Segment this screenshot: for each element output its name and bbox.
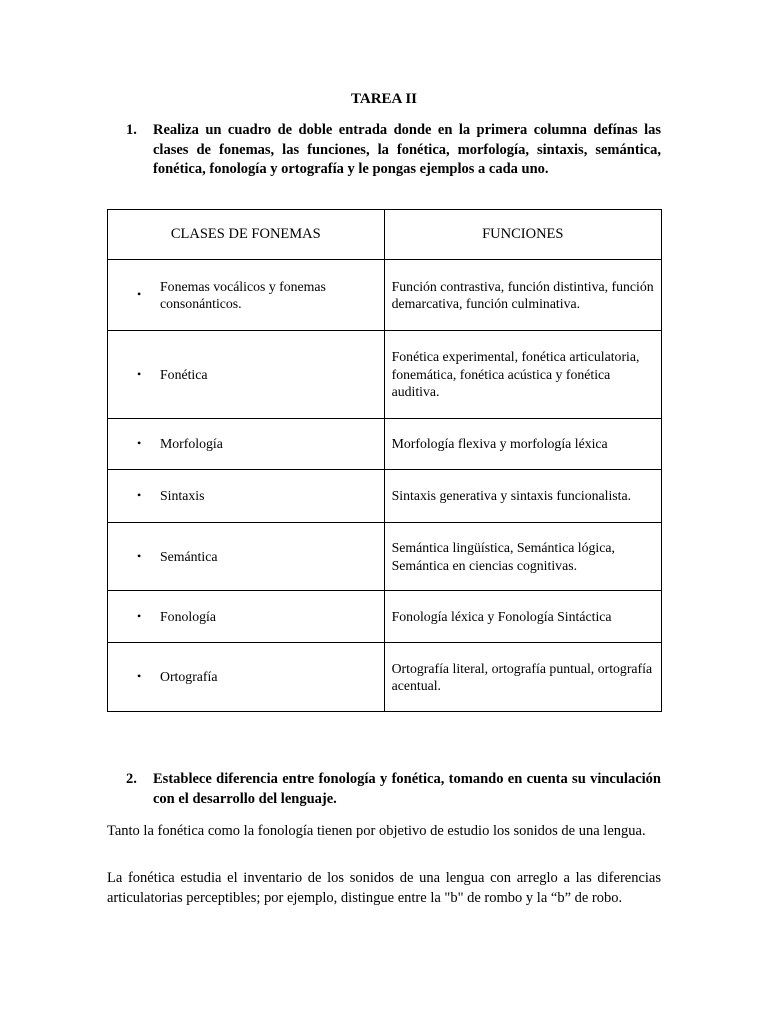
- clase-text: Morfología: [160, 436, 223, 452]
- question-2-number: 2.: [126, 771, 137, 787]
- table-row: [108, 470, 662, 523]
- bullet-icon: •: [137, 366, 142, 381]
- table-cell-clase: [108, 419, 385, 470]
- table-cell-funcion: Semántica lingüística, Semántica lógica, Semántica en ciencias cognitivas.: [384, 523, 661, 591]
- page-title: TAREA II: [351, 91, 417, 107]
- table-cell-funcion: Morfología flexiva y morfología léxica: [384, 419, 661, 470]
- paragraph-1: Tanto la fonética como la fonología tienen por objetivo de estudio los sonidos de una lengua.: [107, 823, 646, 839]
- table-row: [108, 523, 662, 591]
- question-2-text: Establece diferencia entre fonología y fonética, tomando en cuenta su vinculación con el desarrollo del lenguaje.: [153, 771, 661, 807]
- question-1-text: Realiza un cuadro de doble entrada donde en la primera columna defínas las clases de fonemas, las funciones, la fonética, morfología, sintaxis, semántica, fonética, fonología y ortografía y le pongas ejemplos a cada uno.: [153, 122, 661, 177]
- table-row: [108, 260, 662, 331]
- bullet-icon: •: [137, 436, 142, 450]
- bullet-icon: •: [137, 608, 142, 623]
- table-row: [108, 419, 662, 470]
- table-row: [108, 331, 662, 419]
- table-cell-clase: [108, 523, 385, 591]
- clase-text: Ortografía: [160, 669, 218, 685]
- table-cell-funcion: Fonología léxica y Fonología Sintáctica: [384, 591, 661, 643]
- table-cell-clase: [108, 643, 385, 712]
- table-cell-funcion: Función contrastiva, función distintiva, función demarcativa, función culminativa.: [384, 260, 661, 331]
- question-2: [128, 770, 661, 809]
- table-cell-clase: [108, 470, 385, 523]
- bullet-icon: •: [137, 669, 142, 683]
- paragraph-2: La fonética estudia el inventario de los sonidos de una lengua con arreglo a las diferencias articulatorias perceptibles; por ejemplo, distingue entre la "b" de rombo y la “b” de robo.: [107, 870, 661, 906]
- header-clases: CLASES DE FONEMAS: [108, 210, 385, 260]
- table-cell-clase: [108, 591, 385, 643]
- clase-text: Fonología: [160, 608, 216, 624]
- clase-text: Sintaxis: [160, 488, 205, 504]
- question-1-number: 1.: [126, 122, 137, 138]
- phoneme-table: [107, 209, 662, 712]
- table-cell-funcion: Fonética experimental, fonética articulatoria, fonemática, fonética acústica y fonética auditiva.: [384, 331, 661, 419]
- bullet-icon: •: [137, 548, 142, 563]
- bullet-icon: •: [137, 287, 142, 301]
- table-cell-funcion: Sintaxis generativa y sintaxis funcionalista.: [384, 470, 661, 523]
- clase-text: Fonética: [160, 366, 208, 382]
- clase-text: Fonemas vocálicos y fonemas consonánticos.: [160, 278, 326, 311]
- table-cell-clase: [108, 331, 385, 419]
- table-header-row: [108, 210, 662, 260]
- clase-text: Semántica: [160, 548, 218, 564]
- table-row: [108, 643, 662, 712]
- bullet-icon: •: [137, 488, 142, 502]
- table-cell-funcion: Ortografía literal, ortografía puntual, ortografía acentual.: [384, 643, 661, 712]
- table-row: [108, 591, 662, 643]
- table-cell-clase: [108, 260, 385, 331]
- header-funciones: FUNCIONES: [384, 210, 661, 260]
- question-1: [128, 121, 661, 180]
